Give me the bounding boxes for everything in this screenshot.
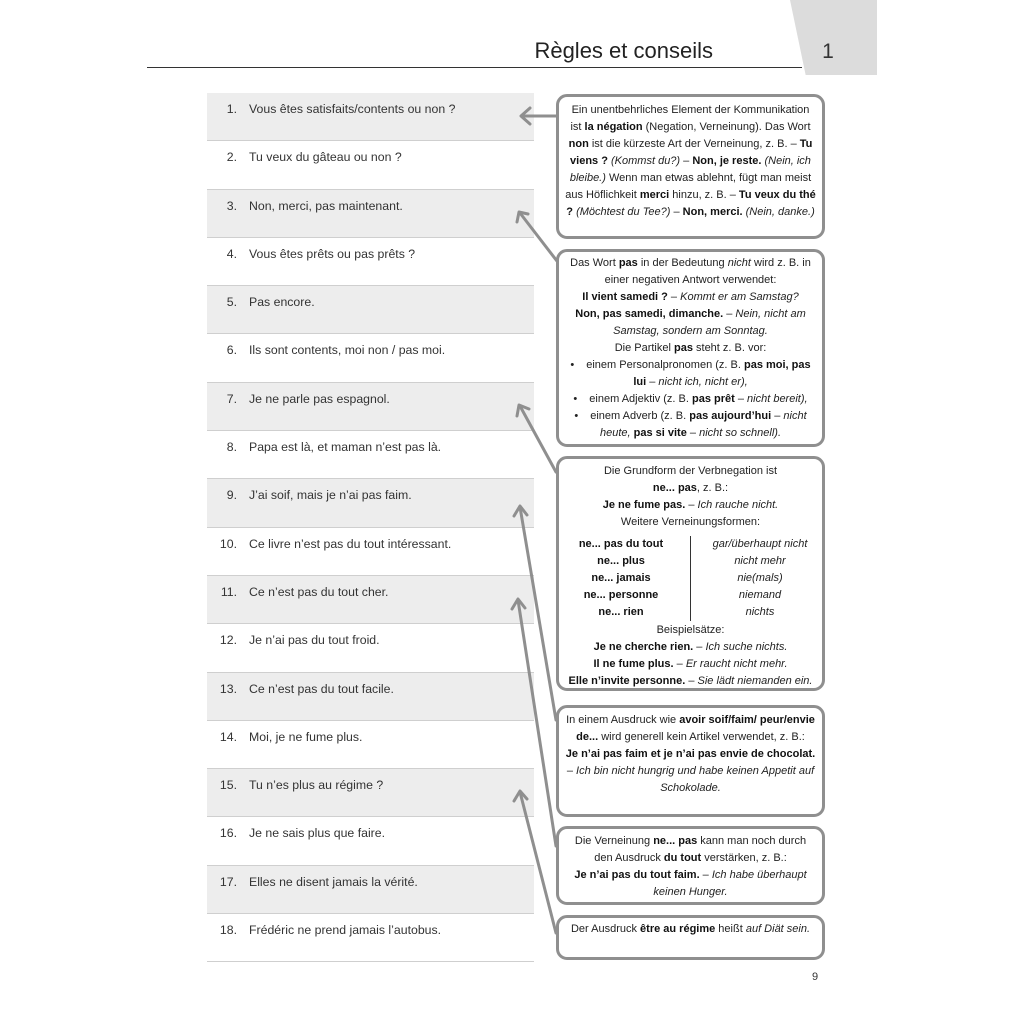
rule-box-regime xyxy=(556,915,825,960)
example xyxy=(565,656,816,673)
example xyxy=(565,867,816,901)
forms-fr-column xyxy=(566,536,691,621)
text: – xyxy=(771,410,784,422)
example-de: Sie lädt niemanden ein. xyxy=(697,675,813,687)
exercise-number: 6. xyxy=(226,343,237,358)
example-fr: Tu viens ? xyxy=(570,138,813,167)
text: einem Personalpronomen (z. B. xyxy=(586,359,744,371)
exercise-text: Non, merci, pas maintenant. xyxy=(249,198,403,213)
rule-box-verb-negation xyxy=(556,456,825,691)
text: heißt xyxy=(715,923,746,935)
text: In einem Ausdruck wie xyxy=(566,714,680,726)
exercise-text: J’ai soif, mais je n’ai pas faim. xyxy=(249,488,412,503)
text: – xyxy=(734,393,748,405)
exercise-number: 14. xyxy=(219,729,237,744)
exercise-number: 5. xyxy=(226,295,237,310)
exercise-row-14 xyxy=(207,721,534,769)
text: – xyxy=(686,427,700,439)
term: pas prêt xyxy=(692,393,735,405)
exercise-number: 7. xyxy=(226,391,237,406)
header-rule xyxy=(147,67,802,68)
text: Die Verneinung xyxy=(574,835,654,847)
exercise-row-15 xyxy=(207,769,534,817)
example-fr: Je ne cherche rien. xyxy=(593,641,694,653)
rule-box-no-article xyxy=(556,705,825,817)
text: wird generell kein Artikel verwendet, z. B.: xyxy=(598,731,805,743)
exercise-row-17 xyxy=(207,866,534,914)
exercise-number: 11. xyxy=(220,584,237,599)
example xyxy=(565,306,816,340)
example-de: Ich suche nichts. xyxy=(705,641,788,653)
text: einem Adjektiv (z. B. xyxy=(589,393,692,405)
text: ist die kürzeste Art der Verneinung, z. B. – xyxy=(588,138,800,150)
form-fr: ne... plus xyxy=(597,555,645,567)
text: hinzu, z. B. – xyxy=(669,189,739,201)
form-fr: ne... pas du tout xyxy=(578,538,664,550)
exercise-text: Je ne parle pas espagnol. xyxy=(249,391,390,406)
exercise-row-8 xyxy=(207,431,534,479)
bullet-list xyxy=(565,357,816,442)
example-de: Nein, nicht am Samstag, sondern am Sonntag. xyxy=(613,308,806,337)
form-fr: ne... personne xyxy=(583,589,659,601)
paragraph xyxy=(565,340,816,357)
text: – xyxy=(723,308,736,320)
exercise-text: Ce n’est pas du tout cher. xyxy=(249,584,389,599)
example-de: (Möchtest du Tee?) xyxy=(576,206,671,218)
rule-box-du-tout xyxy=(556,826,825,905)
text: nicht ich, nicht er), xyxy=(658,376,748,388)
negation-forms-table xyxy=(565,536,816,621)
text: steht z. B. vor: xyxy=(692,342,767,354)
term: merci xyxy=(639,189,670,201)
exercise-row-5 xyxy=(207,286,534,334)
example xyxy=(565,673,816,690)
form-de: gar/überhaupt nicht xyxy=(712,538,808,550)
example xyxy=(565,746,816,797)
exercise-number: 17. xyxy=(219,874,237,889)
text: Die Grundform der Verbnegation ist xyxy=(603,465,778,477)
rule-box-negation xyxy=(556,94,825,239)
exercise-text: Tu veux du gâteau ou non ? xyxy=(249,150,402,165)
term: du tout xyxy=(663,852,702,864)
term: non xyxy=(568,138,589,150)
exercise-row-6 xyxy=(207,334,534,382)
bullet-item xyxy=(565,357,816,391)
text: in der Bedeutung xyxy=(637,257,728,269)
text: kann man noch durch den Ausdruck xyxy=(594,835,807,864)
bullet-item xyxy=(565,391,816,408)
text: Der Ausdruck xyxy=(570,923,641,935)
example-de: Er raucht nicht mehr. xyxy=(685,658,788,670)
example-fr: Je ne fume pas. xyxy=(602,499,686,511)
example-fr: Non, je reste. xyxy=(692,155,762,167)
example-de: Ich bin nicht hungrig und habe keinen Appetit auf Schokolade. xyxy=(576,765,815,794)
example-fr: Je n’ai pas du tout faim. xyxy=(574,869,700,881)
exercise-number: 10. xyxy=(219,536,237,551)
text: – xyxy=(673,658,686,670)
exercise-row-4 xyxy=(207,238,534,286)
text: verstärken, z. B.: xyxy=(701,852,787,864)
example-de: (Nein, danke.) xyxy=(745,206,815,218)
exercise-number: 8. xyxy=(226,440,237,455)
text: Weitere Verneinungsformen: xyxy=(620,516,761,528)
exercise-text: Frédéric ne prend jamais l’autobus. xyxy=(249,923,442,938)
text: Die Partikel xyxy=(614,342,674,354)
text: – xyxy=(646,376,659,388)
exercise-number: 18. xyxy=(219,923,237,938)
form-de: niemand xyxy=(738,589,782,601)
exercise-number: 15. xyxy=(219,778,237,793)
text: – xyxy=(566,765,577,777)
term: avoir soif/faim/ peur/envie de... xyxy=(576,714,815,743)
term: la négation xyxy=(584,121,643,133)
text: Ein unentbehrliches Element der Kommunikation ist xyxy=(570,104,810,133)
exercise-text: Tu n’es plus au régime ? xyxy=(249,778,384,793)
text: (Negation, Verneinung). Das Wort xyxy=(642,121,811,133)
form-fr: ne... rien xyxy=(598,606,644,618)
example-de: Kommt er am Samstag? xyxy=(680,291,799,303)
example-fr: Je n’ai pas faim et je n’ai pas envie de chocolat. xyxy=(565,748,816,760)
bullet-item xyxy=(565,408,816,442)
exercise-number: 2. xyxy=(226,150,237,165)
exercise-number: 4. xyxy=(226,246,237,261)
text: – xyxy=(680,155,693,167)
page-title: Règles et conseils xyxy=(534,38,713,63)
example-fr: Il vient samedi ? xyxy=(582,291,668,303)
exercise-text: Elles ne disent jamais la vérité. xyxy=(249,874,418,889)
term: pas xyxy=(618,257,638,269)
form-de: nichts xyxy=(745,606,775,618)
exercise-text: Ce livre n’est pas du tout intéressant. xyxy=(249,536,452,551)
example-fr: Il ne fume plus. xyxy=(593,658,674,670)
term: être au régime xyxy=(640,923,716,935)
text: nicht xyxy=(727,257,751,269)
forms-de-column xyxy=(691,536,815,621)
example xyxy=(565,639,816,656)
example-de: Ich habe überhaupt keinen Hunger. xyxy=(653,869,807,898)
example-fr: Non, pas samedi, dimanche. xyxy=(575,308,724,320)
text: Das Wort xyxy=(570,257,619,269)
chapter-number: 1 xyxy=(822,40,834,63)
text: einem Adverb (z. B. xyxy=(590,410,690,422)
exercise-row-10 xyxy=(207,528,534,576)
exercise-text: Je ne sais plus que faire. xyxy=(249,826,386,841)
form-de: nie(mals) xyxy=(737,572,783,584)
exercise-text: Ils sont contents, moi non / pas moi. xyxy=(249,343,446,358)
page-number: 9 xyxy=(812,971,819,983)
exercise-text: Moi, je ne fume plus. xyxy=(249,729,363,744)
example xyxy=(565,289,816,306)
text: nicht bereit), xyxy=(747,393,808,405)
text: – xyxy=(699,869,712,881)
exercise-row-2 xyxy=(207,141,534,189)
term: pas xyxy=(673,342,693,354)
text: wird z. B. in einer negativen Antwort verwendet: xyxy=(604,257,811,286)
exercise-number: 1. xyxy=(226,102,237,116)
exercise-row-12 xyxy=(207,624,534,672)
exercise-number: 9. xyxy=(226,488,237,503)
rule-box-pas xyxy=(556,249,825,447)
exercise-row-7 xyxy=(207,383,534,431)
term: pas aujourd’hui xyxy=(689,410,772,422)
term: pas moi, pas lui xyxy=(633,359,811,388)
text: Wenn man etwas ablehnt, fügt man meist aus Höflichkeit xyxy=(565,172,812,201)
exercise-text: Ce n’est pas du tout facile. xyxy=(249,681,394,696)
exercise-text: Je n’ai pas du tout froid. xyxy=(249,633,380,648)
form-de: nicht mehr xyxy=(734,555,786,567)
exercise-text: Vous êtes satisfaits/contents ou non ? xyxy=(249,102,456,116)
exercise-row-13 xyxy=(207,673,534,721)
term: ne... pas xyxy=(653,835,698,847)
example xyxy=(565,497,816,514)
exercise-row-16 xyxy=(207,817,534,865)
example-de: (Nein, ich bleibe.) xyxy=(569,155,811,184)
exercise-text: Pas encore. xyxy=(249,295,315,310)
exercise-row-11 xyxy=(207,576,534,624)
exercise-row-9 xyxy=(207,479,534,527)
paragraph xyxy=(565,255,816,289)
form-fr: ne... jamais xyxy=(591,572,651,584)
example-de: Ich rauche nicht. xyxy=(697,499,779,511)
exercise-number: 12. xyxy=(219,633,237,648)
example-fr: Elle n’invite personne. xyxy=(568,675,686,687)
example-fr: Tu veux du thé ? xyxy=(566,189,816,218)
exercise-list xyxy=(207,93,534,962)
text xyxy=(565,480,816,497)
example-fr: Non, merci. xyxy=(682,206,743,218)
exercise-number: 13. xyxy=(219,681,237,696)
text: – xyxy=(693,641,706,653)
text: – xyxy=(667,291,681,303)
exercise-number: 3. xyxy=(226,198,237,213)
exercise-text: Vous êtes prêts ou pas prêts ? xyxy=(249,246,416,261)
text: nicht heute, xyxy=(599,410,807,439)
exercise-text: Papa est là, et maman n’est pas là. xyxy=(249,440,442,455)
text: – xyxy=(685,499,698,511)
exercise-row-3 xyxy=(207,190,534,238)
exercise-number: 16. xyxy=(219,826,237,841)
example-de: (Kommst du?) xyxy=(611,155,681,167)
exercise-row-1 xyxy=(207,93,534,141)
term: ne... pas xyxy=(652,482,697,494)
term: pas si vite xyxy=(633,427,687,439)
text: auf Diät sein. xyxy=(745,923,811,935)
text: – xyxy=(670,206,683,218)
text: – xyxy=(685,675,698,687)
text: nicht so schnell). xyxy=(699,427,782,439)
exercise-row-18 xyxy=(207,914,534,962)
text: , z. B.: xyxy=(696,482,729,494)
text: Beispielsätze: xyxy=(656,624,725,636)
